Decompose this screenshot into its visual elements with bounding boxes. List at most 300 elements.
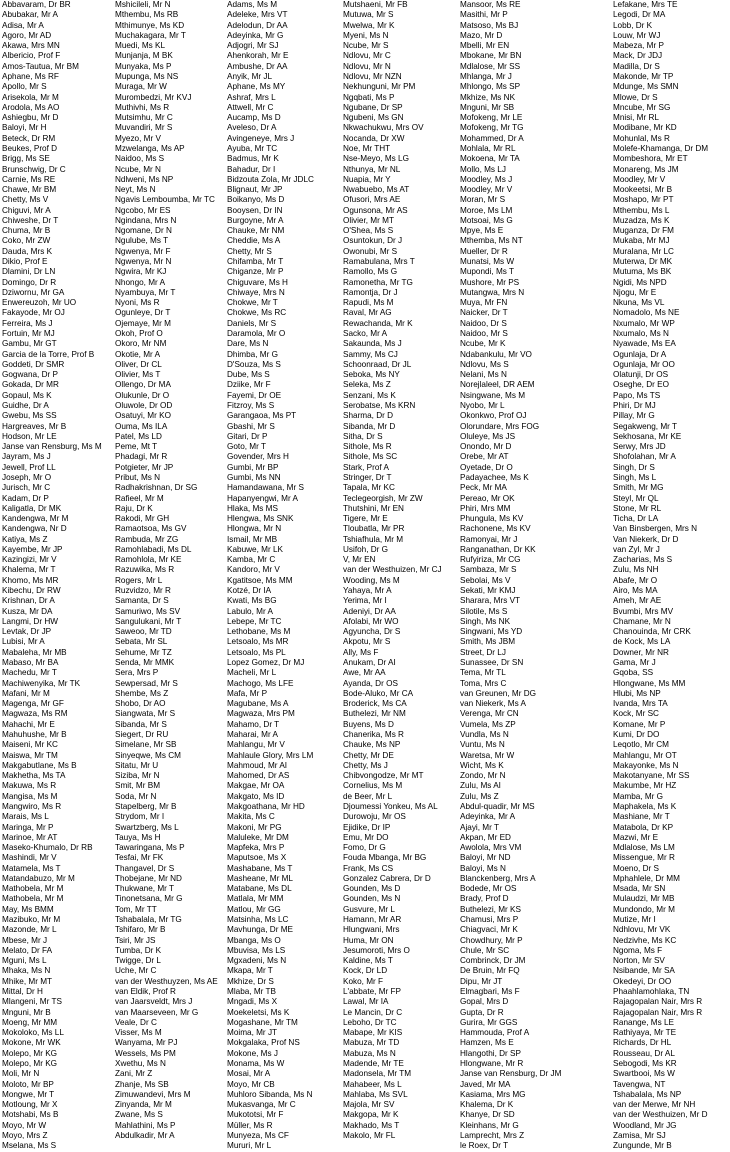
name-entry: Tigere, Mr E	[343, 514, 388, 524]
name-entry: Ahenkorah, Mr E	[227, 51, 289, 61]
name-entry: Motshabi, Ms B	[2, 1110, 59, 1120]
name-entry: Kotzé, Dr IA	[227, 586, 272, 596]
name-entry: Katiya, Ms Z	[2, 534, 48, 544]
name-entry: Tshabalala, Mr TG	[115, 915, 182, 925]
name-entry: Njogu, Mr E	[613, 287, 657, 297]
name-entry: Patel, Ms LD	[115, 431, 162, 441]
name-entry: Mashindi, Mr V	[2, 853, 57, 863]
name-entry: Ogunsona, Mr AS	[343, 205, 408, 215]
name-entry: Dare, Ms N	[227, 339, 269, 349]
name-entry: Masheane, Mr ML	[227, 873, 293, 883]
name-entry: Mokgalaka, Prof NS	[227, 1038, 300, 1048]
name-entry: Verenga, Mr CN	[460, 709, 519, 719]
name-entry: Djoumessi Yonkeu, Ms AL	[343, 801, 438, 811]
name-entry: Hlangothi, Dr SP	[460, 1048, 521, 1058]
name-entry: Ngulube, Ms T	[115, 236, 169, 246]
name-entry: Okonkwo, Prof OJ	[460, 411, 527, 421]
name-entry: Serwy, Mrs JD	[613, 442, 666, 452]
name-entry: Hapanyengwi, Mr A	[227, 493, 298, 503]
name-entry: Chetty, Ms V	[2, 195, 49, 205]
name-entry: Tshiafhula, Mr M	[343, 534, 404, 544]
name-entry: Chiguvi, Mr A	[2, 205, 51, 215]
name-entry: Muzadza, Ms K	[613, 215, 670, 225]
name-entry: Nkuna, Ms VL	[613, 298, 665, 308]
name-entry: Fortuin, Mr MJ	[2, 329, 55, 338]
name-entry: Mupondi, Ms T	[460, 267, 514, 277]
name-entry: Gqoba, SS	[613, 668, 654, 678]
name-entry: Nocanda, Dr XW	[343, 133, 405, 143]
name-entry: van der Westhuyzen, Ms AE	[115, 976, 218, 986]
name-entry: Sacko, Mr A	[343, 329, 388, 338]
name-entry: Dlamini, Dr LN	[2, 267, 56, 277]
name-entry: Mahabeer, Ms L	[343, 1079, 402, 1089]
name-entry: Fomo, Dr G	[343, 843, 386, 853]
name-entry: Mutuma, Ms BK	[613, 267, 672, 277]
name-entry: Blignaut, Mr JP	[227, 185, 283, 195]
name-entry: Kleinhans, Mr G	[460, 1120, 519, 1130]
name-entry: Tom, Mr TT	[115, 904, 157, 914]
name-entry: Padayachee, Ms K	[460, 472, 529, 482]
name-entry: Phaahlamohlaka, TN	[613, 987, 690, 996]
name-entry: Nxumalo, Mr WP	[613, 318, 675, 328]
name-entry: Fouda Mbanga, Mr BG	[343, 853, 427, 863]
name-entry: Serobatse, Ms KRN	[343, 400, 416, 410]
name-entry: Abdul-quadir, Mr MS	[460, 801, 535, 811]
name-entry: Sithole, Ms R	[343, 442, 392, 452]
name-entry: Sibanda, Mr S	[115, 719, 167, 729]
name-entry: Mnguni, Mr SB	[460, 102, 515, 112]
name-entry: Attwell, Mr C	[227, 102, 274, 112]
name-entry: Chawe, Mr BM	[2, 185, 57, 195]
name-entry: Tema, Mr TL	[460, 668, 506, 678]
name-entry: de Beer, Mr L	[343, 791, 393, 801]
name-entry: Ngwira, Mr KJ	[115, 267, 167, 277]
name-entry: Chiagvaci, Mr K	[460, 925, 518, 935]
name-entry: Avingeneye, Mrs J	[227, 133, 295, 143]
name-entry: Broderick, Ms CA	[343, 699, 407, 709]
name-entry: Okedeyi, Dr OO	[613, 976, 672, 986]
name-entry: Mabuza, Ms N	[343, 1048, 396, 1058]
name-entry: Kaligatla, Dr MK	[2, 503, 62, 513]
name-entry: Ndlovu, Mr N	[343, 61, 391, 71]
name-entry: Sibanda, Mr D	[343, 421, 396, 431]
name-entry: Mavhunga, Dr ME	[227, 925, 293, 935]
name-entry: Nse-Meyo, Ms LG	[343, 154, 409, 164]
name-entry: Mohammed, Dr A	[460, 133, 524, 143]
name-entry: Tauya, Ms H	[115, 832, 161, 842]
name-entry: Tumba, Dr K	[115, 945, 162, 955]
name-entry: Mupunga, Ms NS	[115, 71, 179, 81]
name-entry: Tinonetsana, Mr G	[115, 894, 183, 904]
name-entry: Mncube, Mr SG	[613, 102, 671, 112]
name-entry: Ngavis Lemboumba, Mr TC	[115, 195, 215, 205]
name-entry: Dziwornu, Mr GA	[2, 287, 65, 297]
name-entry: Toma, Mrs C	[460, 678, 507, 688]
name-entry: Gokada, Dr MR	[2, 380, 59, 390]
name-entry: Rousseau, Dr AL	[613, 1048, 675, 1058]
name-entry: Rajagopalan Nair, Mrs R	[613, 1007, 703, 1017]
name-entry: Maringa, Mr P	[2, 822, 54, 832]
name-entry: Dhimba, Mr G	[227, 349, 278, 359]
name-entry: Mazonde, Mr L	[2, 925, 57, 935]
name-entry: Thangavel, Dr S	[115, 863, 175, 873]
name-entry: Mahamo, Dr T	[227, 719, 280, 729]
name-entry: Mahlathini, Ms P	[115, 1120, 176, 1130]
name-entry: Zhanje, Ms SB	[115, 1079, 169, 1089]
name-entry: Mdunge, Ms SMN	[613, 82, 679, 92]
name-entry: Monama, Ms W	[227, 1058, 285, 1068]
name-entry: Chule, Mr SC	[460, 945, 510, 955]
name-entry: Munyeza, Ms CF	[227, 1130, 289, 1140]
name-entry: Ngwenya, Mr F	[115, 246, 171, 256]
name-entry: Hammouda, Prof A	[460, 1028, 530, 1038]
name-entry: Dube, Ms S	[227, 370, 270, 380]
name-entry: Adeniyi, Dr AA	[343, 606, 396, 616]
name-entry: Ngcobo, Mr ES	[115, 205, 171, 215]
name-entry: Kandengwa, Nr D	[2, 524, 67, 534]
name-column-4	[343, 0, 455, 1141]
name-entry: Munjanja, M BK	[115, 51, 173, 61]
name-entry: Neyt, Ms N	[115, 185, 156, 195]
name-entry: Lefakane, Mrs TE	[613, 0, 678, 9]
name-entry: Gurira, Mr GGS	[460, 1017, 518, 1027]
name-entry: Labulo, Mr A	[227, 606, 273, 616]
name-entry: Sebogodi, Ms KR	[613, 1058, 677, 1068]
name-entry: Ajayi, Mr T	[460, 822, 499, 832]
name-entry: Madonsela, Mr TM	[343, 1069, 412, 1079]
name-entry: Khalema, Mr T	[2, 565, 56, 575]
name-entry: Kgatitsoe, Ms MM	[227, 575, 293, 585]
name-entry: Moyo, Mrs Z	[2, 1130, 48, 1140]
name-entry: Abubakar, Mr A	[2, 10, 58, 20]
name-entry: Fitzroy, Ms S	[227, 400, 275, 410]
name-entry: Goto, Mr T	[227, 442, 266, 452]
name-entry: Oliver, Dr CL	[115, 359, 162, 369]
name-entry: Langmi, Dr HW	[2, 616, 58, 626]
name-entry: Marinoe, Mr AT	[2, 832, 58, 842]
name-entry: van der Westhuizen, Mr D	[613, 1110, 708, 1120]
name-entry: van Zyl, Mr J	[613, 544, 660, 554]
name-entry: Bidzouta Zola, Mr JDLC	[227, 174, 314, 184]
name-entry: Olivier, Ms T	[115, 370, 161, 380]
name-entry: Sambaza, Mr S	[460, 565, 517, 575]
name-entry: Wooding, Ms M	[343, 575, 400, 585]
name-entry: Sinyeqwe, Ms CM	[115, 750, 181, 760]
name-entry: Gumbi, Ms NN	[227, 472, 281, 482]
name-entry: Molepo, Mr KG	[2, 1058, 58, 1068]
name-entry: van der Merwe, Mr NH	[613, 1100, 696, 1110]
name-entry: Chokwe, Mr T	[227, 298, 278, 308]
name-entry: Singh, Ms L	[613, 472, 657, 482]
name-entry: Gogwana, Dr P	[2, 370, 58, 380]
name-entry: Norejlaleel, DR AEM	[460, 380, 535, 390]
name-entry: Mdlalose, Mr SS	[460, 61, 521, 71]
name-entry: Huma, Mr ON	[343, 935, 394, 945]
name-entry: Madende, Mr TE	[343, 1058, 404, 1068]
name-entry: Mokone, Ms J	[227, 1048, 278, 1058]
name-entry: Nsibande, Mr SA	[613, 966, 675, 976]
name-entry: Hlongwane, Mr R	[460, 1058, 524, 1068]
name-entry: Uche, Mr C	[115, 966, 157, 976]
name-entry: Matabola, Dr KP	[613, 822, 674, 832]
name-entry: Mahmoud, Mr AI	[227, 760, 288, 770]
name-entry: Mueller, Dr R	[460, 246, 508, 256]
name-entry: Mabuza, Mr TD	[343, 1038, 400, 1048]
name-entry: Levtak, Dr JP	[2, 627, 52, 637]
name-entry: Ashiegbu, Mr D	[2, 113, 59, 123]
name-entry: Magubane, Ms A	[227, 699, 289, 709]
name-entry: Matsinha, Ms LC	[227, 915, 289, 925]
name-entry: Sera, Mrs P	[115, 668, 159, 678]
name-entry: Mukasvanga, Mr C	[227, 1100, 296, 1110]
name-entry: Jurisch, Mr C	[2, 483, 51, 493]
name-entry: Rambuda, Mr ZG	[115, 534, 179, 544]
name-entry: Javed, Mr MA	[460, 1079, 511, 1089]
name-entry: Gbashi, Mr S	[227, 421, 275, 431]
name-entry: Raju, Dr K	[115, 503, 153, 513]
name-entry: Macheli, Mr L	[227, 668, 277, 678]
name-entry: Ncube, Mr K	[460, 339, 506, 349]
name-entry: Mahomed, Dr AS	[227, 771, 290, 781]
name-entry: Mathobela, Mr M	[2, 884, 64, 894]
name-entry: Onondo, Mr D	[460, 442, 512, 452]
name-entry: Rajagopalan Nair, Mrs R	[613, 997, 703, 1007]
name-entry: Mangisa, Ms M	[2, 791, 58, 801]
name-entry: Akpan, Mr ED	[460, 832, 511, 842]
name-entry: Oluleye, Ms JS	[460, 431, 516, 441]
name-entry: Bode-Aluko, Mr CA	[343, 688, 414, 698]
name-entry: Guidhe, Dr A	[2, 400, 49, 410]
name-entry: Kasiama, Mrs MG	[460, 1089, 526, 1099]
name-entry: Waretsa, Mr W	[460, 750, 515, 760]
name-entry: Chamane, Mr N	[613, 616, 671, 626]
name-entry: Elmagbari, Ms F	[460, 987, 520, 996]
name-entry: Mhlongo, Ms SP	[460, 82, 521, 92]
name-entry: Sitatu, Mr U	[115, 760, 159, 770]
name-entry: Mnisi, Mr RL	[613, 113, 659, 123]
name-entry: Sehume, Mr TZ	[115, 647, 172, 657]
name-entry: Rachonene, Ms KV	[460, 524, 531, 534]
name-entry: Mapfeka, Mrs P	[227, 843, 285, 853]
name-entry: Radhakrishnan, Dr SG	[115, 483, 198, 493]
name-entry: Wicht, Ms K	[460, 760, 504, 770]
name-entry: Mittal, Dr H	[2, 987, 43, 996]
name-entry: Osatuyi, Mr KO	[115, 411, 171, 421]
name-entry: Raval, Mr AG	[343, 308, 392, 318]
name-entry: Mookeetsi, Mr B	[613, 185, 673, 195]
name-entry: Vundla, Ms N	[460, 729, 509, 739]
name-entry: Nelani, Ms N	[460, 370, 507, 380]
name-entry: Muthivhi, Ms R	[115, 102, 170, 112]
name-entry: Ouma, Ms ILA	[115, 421, 168, 431]
name-entry: Hlongwa, Mr N	[227, 524, 282, 534]
name-entry: Mlowe, Dr S	[613, 92, 658, 102]
name-entry: Dauda, Mrs K	[2, 246, 53, 256]
name-entry: Mukototsi, Mr F	[227, 1110, 284, 1120]
name-entry: Mahlaule Glory, Mrs LM	[227, 750, 314, 760]
name-entry: Zwane, Ms S	[115, 1110, 163, 1120]
name-entry: Mbese, Mr J	[2, 935, 48, 945]
name-entry: Awolola, Mrs VM	[460, 843, 522, 853]
name-entry: Brigg, Ms SE	[2, 154, 50, 164]
name-entry: Kusza, Mr DA	[2, 606, 53, 616]
name-entry: Rafieel, Mr M	[115, 493, 164, 503]
name-entry: Sakaunda, Ms J	[343, 339, 402, 349]
name-entry: Mazo, Mr D	[460, 30, 503, 40]
name-entry: Bodede, Mr OS	[460, 884, 517, 894]
name-entry: Mashabane, Ms T	[227, 863, 293, 873]
name-entry: Mbokane, Mr BN	[460, 51, 522, 61]
name-entry: Ogunlaja, Mr OO	[613, 359, 675, 369]
name-entry: Muterwa, Dr MK	[613, 257, 673, 267]
name-entry: Khomo, Ms MR	[2, 575, 59, 585]
name-entry: Nuapia, Mr Y	[343, 174, 391, 184]
name-entry: Ngubane, Dr SP	[343, 102, 403, 112]
name-entry: Magwaza, Mrs PM	[227, 709, 295, 719]
name-entry: Ashraf, Mrs L	[227, 92, 276, 102]
name-entry: Mbanga, Ms O	[227, 935, 281, 945]
name-entry: Naidoo, Mr S	[460, 329, 508, 338]
name-entry: Smit, Mr BM	[115, 781, 161, 791]
name-entry: Dikio, Prof E	[2, 257, 48, 267]
name-entry: Muvandiri, Mr S	[115, 123, 173, 133]
name-entry: Sharma, Dr D	[343, 411, 394, 421]
name-entry: Siziba, Mr N	[115, 771, 160, 781]
name-entry: Mngadi, Ms X	[227, 997, 278, 1007]
name-entry: Mukaba, Mr MJ	[613, 236, 670, 246]
name-entry: Street, Dr LJ	[460, 647, 506, 657]
name-entry: Chetty, Ms J	[343, 760, 388, 770]
name-entry: Janse van Rensburg, Ms M	[2, 442, 102, 452]
name-entry: Mbelli, Mr EN	[460, 41, 510, 51]
name-entry: Thukwane, Mr T	[115, 884, 174, 894]
name-entry: Beteck, Dr RM	[2, 133, 56, 143]
name-entry: Khanye, Dr SD	[460, 1110, 515, 1120]
name-entry: Mokone, Mr WK	[2, 1038, 61, 1048]
name-entry: Adisa, Mr A	[2, 20, 44, 30]
name-entry: Chetty, Mr S	[227, 246, 272, 256]
name-entry: Mabaso, Mr BA	[2, 658, 59, 667]
name-entry: Chetty, Mr DE	[343, 750, 394, 760]
name-entry: Mazwi, Mr E	[613, 832, 659, 842]
name-entry: Orebe, Mr AT	[460, 452, 509, 462]
name-entry: Melato, Dr FA	[2, 945, 53, 955]
name-entry: Simelane, Mr SB	[115, 740, 177, 750]
name-entry: Makgato, Ms ID	[227, 791, 285, 801]
name-entry: Ngomane, Dr N	[115, 226, 172, 236]
name-entry: Okotie, Mr A	[115, 349, 161, 359]
name-entry: Mnguni, Mr B	[2, 1007, 51, 1017]
name-entry: Coko, Mr ZW	[2, 236, 51, 246]
name-entry: Ngubeni, Ms GN	[343, 113, 404, 123]
name-entry: Sharara, Mrs VT	[460, 596, 521, 606]
name-entry: Phadagi, Mr R	[115, 452, 168, 462]
name-entry: Gopal, Mrs D	[460, 997, 509, 1007]
name-entry: Gupta, Dr R	[460, 1007, 504, 1017]
name-entry: Nyambuya, Mr T	[115, 287, 176, 297]
name-entry: Ramonyai, Mr J	[460, 534, 518, 544]
name-entry: Nekhunguni, Mr PM	[343, 82, 416, 92]
name-entry: Hlaka, Ms MS	[227, 503, 278, 513]
name-entry: Zulu, Ms NH	[613, 565, 659, 575]
name-entry: Booysen, Dr IN	[227, 205, 283, 215]
name-entry: Chibvongodze, Mr MT	[343, 771, 424, 781]
name-entry: Ojemaye, Mr M	[115, 318, 171, 328]
name-entry: Mofokeng, Mr LE	[460, 113, 523, 123]
name-entry: Akawa, Mrs MN	[2, 41, 60, 51]
name-entry: Papo, Ms TS	[613, 390, 661, 400]
name-entry: Ngqbati, Ms P	[343, 92, 395, 102]
name-entry: Gounden, Ms D	[343, 884, 401, 894]
name-entry: Gopaul, Ms K	[2, 390, 52, 400]
name-entry: Xwethu, Ms N	[115, 1058, 166, 1068]
name-entry: Seleka, Ms Z	[343, 380, 391, 390]
name-entry: Durowoju, Mr OS	[343, 812, 406, 822]
name-entry: May, Ms BMM	[2, 904, 54, 914]
name-entry: Ranange, Ms LE	[613, 1017, 674, 1027]
name-entry: Airo, Ms MA	[613, 586, 658, 596]
name-entry: Ndlweni, Ms NP	[115, 174, 174, 184]
name-entry: Muedi, Ms KL	[115, 41, 166, 51]
name-entry: Mabaleha, Mr MB	[2, 647, 67, 657]
name-entry: Mafa, Mr P	[227, 688, 268, 698]
name-entry: Mguni, Ms L	[2, 956, 47, 966]
name-entry: Makgopa, Mr K	[343, 1110, 399, 1120]
name-entry: Arisekola, Mr M	[2, 92, 59, 102]
name-entry: Ngindana, Mrs N	[115, 215, 177, 225]
name-entry: Kandoro, Mr V	[227, 565, 280, 575]
name-entry: Ramaotsoa, Ms GV	[115, 524, 187, 534]
name-entry: Makhado, Ms T	[343, 1120, 400, 1130]
name-entry: Chiwaye, Mrs N	[227, 287, 285, 297]
name-entry: Buthelezi, Mr NM	[343, 709, 406, 719]
name-entry: Stark, Prof A	[343, 462, 389, 472]
name-entry: Zulu, Ms Z	[460, 791, 499, 801]
name-entry: Adams, Ms M	[227, 0, 278, 9]
name-entry: Kandengwa, Mr M	[2, 514, 69, 524]
name-entry: Matandabuzo, Mr M	[2, 873, 75, 883]
name-entry: Matsoso, Ms BJ	[460, 20, 519, 30]
name-entry: Moyo, Mr W	[2, 1120, 47, 1130]
name-entry: van der Westhuizen, Mr CJ	[343, 565, 442, 575]
name-entry: Ngoma, Ms F	[613, 945, 663, 955]
name-entry: Ncube, Mr S	[343, 41, 389, 51]
name-entry: Nsingwane, Ms M	[460, 390, 526, 400]
name-entry: Phiri, Dr MJ	[613, 400, 656, 410]
name-entry: Schoonraad, Dr JL	[343, 359, 412, 369]
name-entry: Ramohlabadi, Ms DL	[115, 544, 192, 554]
name-entry: Mashiane, Mr T	[613, 812, 670, 822]
name-entry: Thobejane, Mr ND	[115, 873, 182, 883]
name-entry: Brady, Prof D	[460, 894, 509, 904]
name-entry: Gusvure, Mr L	[343, 904, 395, 914]
name-entry: Ncube, Mr N	[115, 164, 161, 174]
name-entry: Aucamp, Ms D	[227, 113, 281, 123]
name-entry: Molepo, Mr KG	[2, 1048, 58, 1058]
name-entry: Veale, Dr C	[115, 1017, 157, 1027]
name-entry: Olorundare, Mrs FOG	[460, 421, 540, 431]
name-entry: Chanouinda, Mr CRK	[613, 627, 691, 637]
name-entry: Aphane, Ms RF	[2, 71, 59, 81]
name-entry: Mkhize, Dr S	[227, 976, 274, 986]
name-entry: Zinyanda, Mr M	[115, 1100, 172, 1110]
name-entry: Naidoo, Dr S	[460, 318, 507, 328]
name-entry: Ngidi, Ms NPD	[613, 277, 667, 287]
name-entry: van Maarseveen, Mr G	[115, 1007, 199, 1017]
name-entry: Makgabutlane, Ms B	[2, 760, 77, 770]
name-entry: Mururi, Mr L	[227, 1141, 272, 1151]
name-entry: Ollengo, Dr MA	[115, 380, 171, 390]
